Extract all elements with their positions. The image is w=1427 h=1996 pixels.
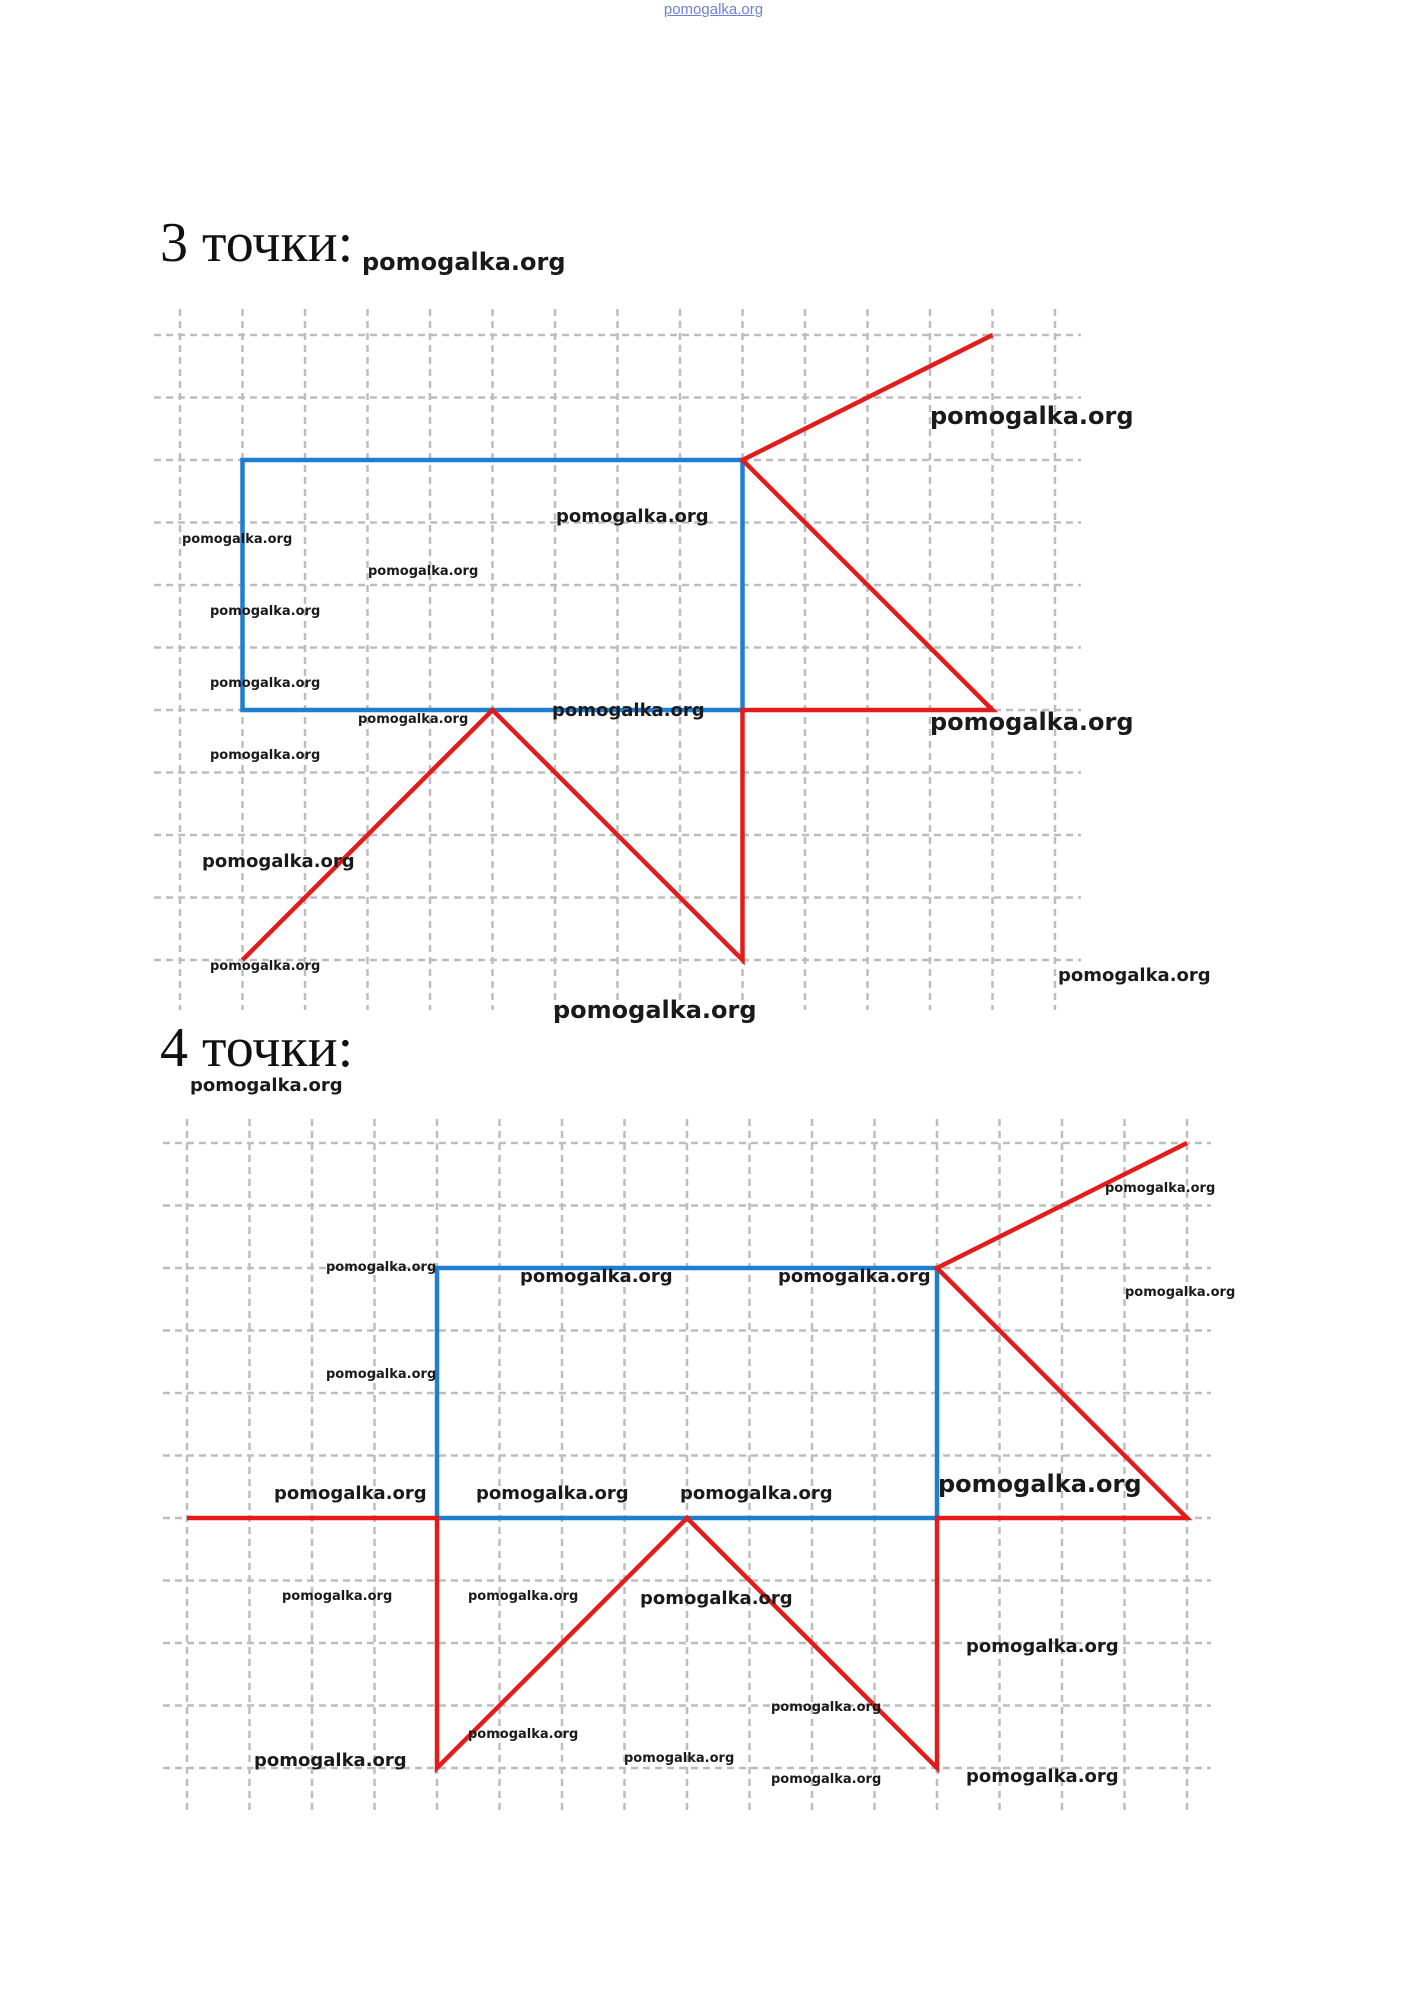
watermark: pomogalka.org [274, 1483, 427, 1504]
diagram-3-points [0, 290, 1427, 1010]
watermark: pomogalka.org [202, 851, 355, 872]
site-link[interactable]: pomogalka.org [663, 1, 764, 18]
watermark: pomogalka.org [553, 996, 757, 1024]
watermark: pomogalka.org [966, 1766, 1119, 1787]
watermark: pomogalka.org [680, 1483, 833, 1504]
watermark: pomogalka.org [254, 1750, 407, 1771]
section-title-3-points: 3 точки: [160, 212, 354, 274]
watermark: pomogalka.org [552, 700, 705, 721]
watermark: pomogalka.org [476, 1483, 629, 1504]
watermark: pomogalka.org [468, 1589, 579, 1604]
watermark: pomogalka.org [210, 676, 321, 691]
watermark: pomogalka.org [1105, 1181, 1216, 1196]
watermark: pomogalka.org [210, 604, 321, 619]
watermark: pomogalka.org [624, 1751, 735, 1766]
watermark: pomogalka.org [210, 959, 321, 974]
watermark: pomogalka.org [556, 506, 709, 527]
watermark: pomogalka.org [358, 712, 469, 727]
watermark: pomogalka.org [930, 402, 1134, 430]
section-title-4-points: 4 точки: [160, 1017, 354, 1079]
watermark: pomogalka.org [362, 248, 566, 276]
watermark: pomogalka.org [930, 708, 1134, 736]
watermark: pomogalka.org [938, 1470, 1142, 1498]
watermark: pomogalka.org [326, 1367, 437, 1382]
watermark: pomogalka.org [210, 748, 321, 763]
watermark: pomogalka.org [778, 1266, 931, 1287]
watermark: pomogalka.org [182, 532, 293, 547]
watermark: pomogalka.org [282, 1589, 393, 1604]
watermark: pomogalka.org [1058, 965, 1211, 986]
watermark: pomogalka.org [966, 1636, 1119, 1657]
watermark: pomogalka.org [771, 1700, 882, 1715]
watermark: pomogalka.org [190, 1075, 343, 1096]
watermark: pomogalka.org [326, 1260, 437, 1275]
watermark: pomogalka.org [640, 1588, 793, 1609]
watermark: pomogalka.org [520, 1266, 673, 1287]
watermark: pomogalka.org [1125, 1285, 1236, 1300]
watermark: pomogalka.org [368, 564, 479, 579]
grid [163, 1119, 1211, 1815]
diagram-4-points [0, 1095, 1427, 1815]
watermark: pomogalka.org [468, 1727, 579, 1742]
watermark: pomogalka.org [771, 1772, 882, 1787]
